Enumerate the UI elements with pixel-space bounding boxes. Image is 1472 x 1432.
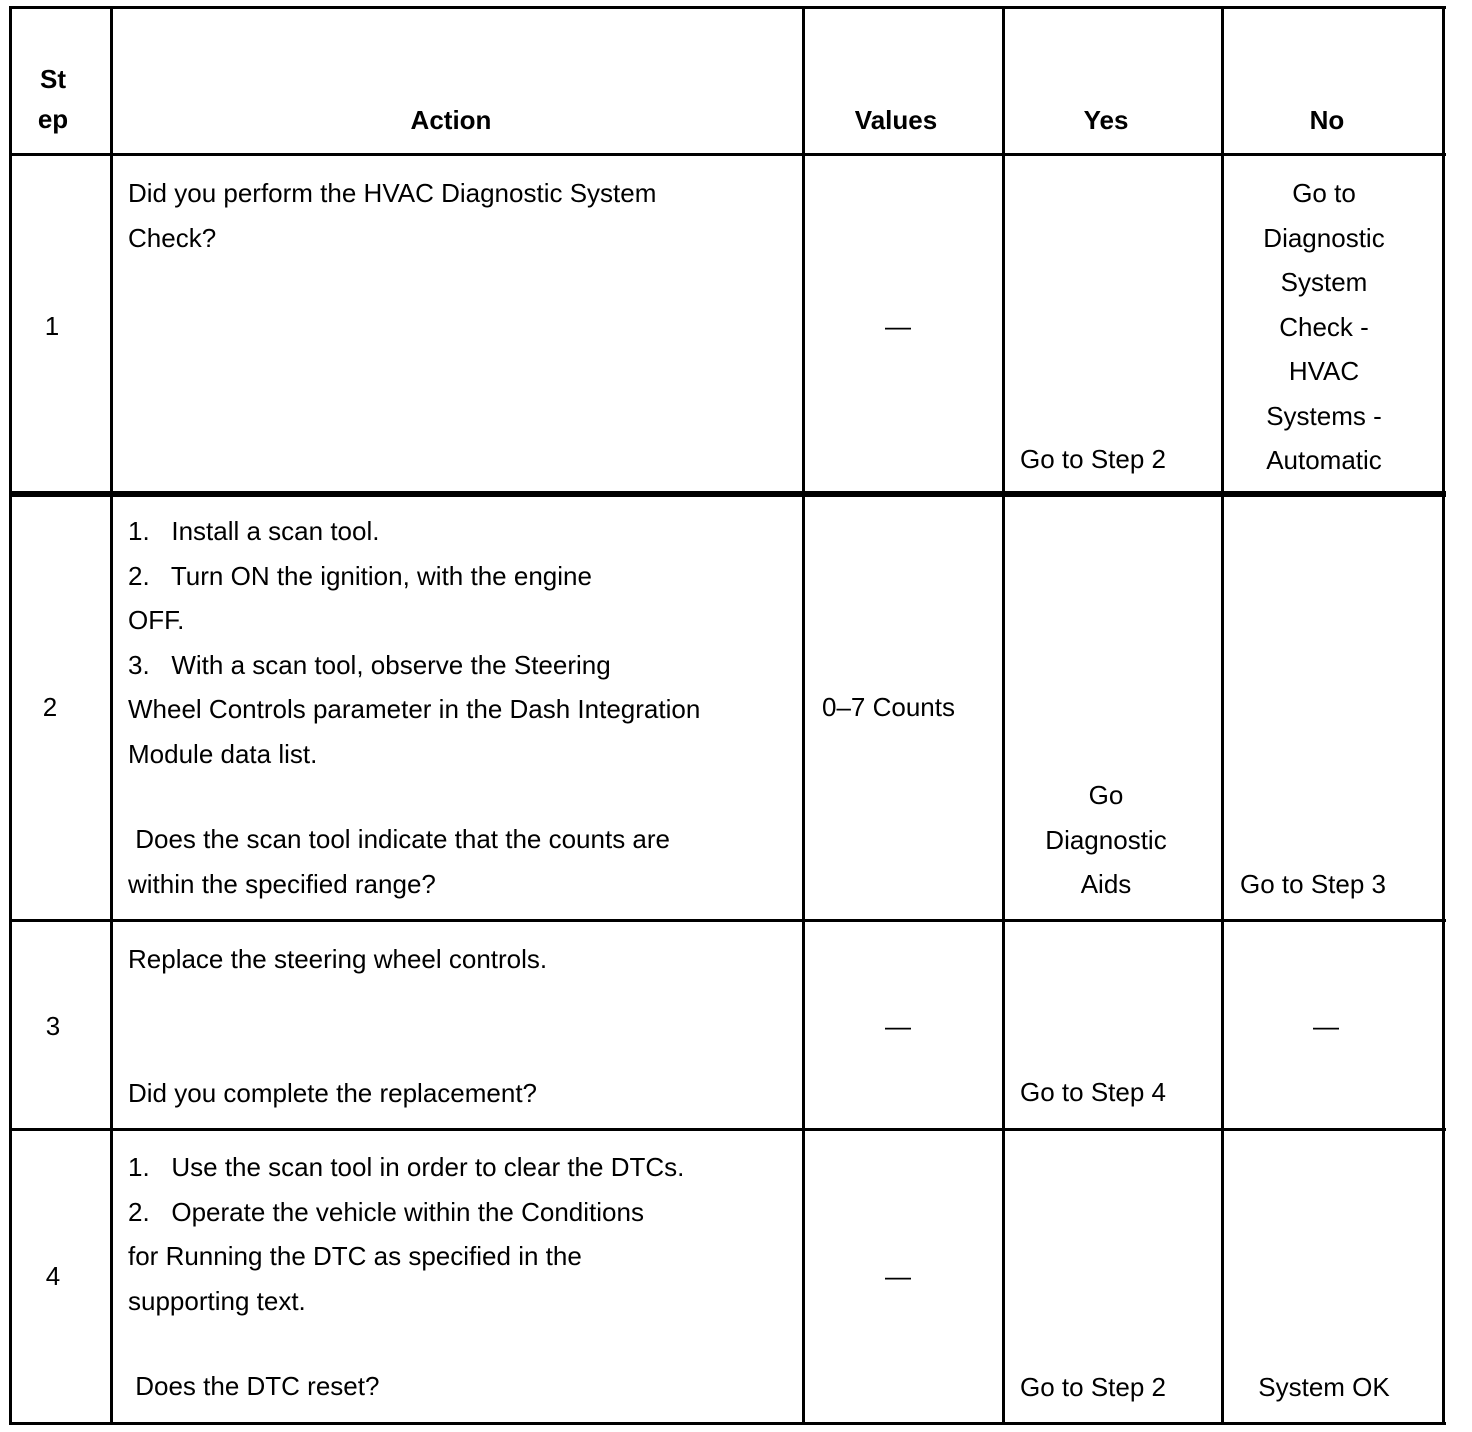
table-border-right <box>1442 6 1445 1425</box>
row2-action-line: within the specified range? <box>128 868 436 899</box>
header-yes <box>1005 98 1207 142</box>
row4-no <box>1224 1365 1424 1410</box>
row4-step <box>12 1254 94 1299</box>
row2-action <box>128 509 798 906</box>
row3-yes-text: Go to Step 4 <box>1020 1077 1166 1107</box>
row2-yes <box>1005 773 1207 907</box>
row1-step <box>12 304 92 349</box>
col-divider-1 <box>110 6 113 1425</box>
row2-values-text: 0–7 Counts <box>822 692 955 722</box>
header-no <box>1224 98 1430 142</box>
row2-action-line: 1. Install a scan tool. <box>128 516 380 546</box>
row2-action-line: Wheel Controls parameter in the Dash Integration <box>128 694 701 724</box>
row1-no <box>1224 171 1424 483</box>
row4-action <box>128 1145 798 1409</box>
row-divider-2 <box>9 919 1446 922</box>
row2-step <box>12 685 88 730</box>
row1-no-line: System <box>1280 267 1368 297</box>
row2-yes-line: Aids <box>1080 869 1132 899</box>
row3-no <box>1224 1004 1428 1049</box>
row3-action <box>128 937 798 1115</box>
row2-action-line: OFF. <box>128 605 185 635</box>
row-divider-3 <box>9 1128 1446 1131</box>
table-border-bottom <box>9 1422 1446 1425</box>
row1-yes-text: Go to Step 2 <box>1020 444 1166 474</box>
row4-action-line: for Running the DTC as specified in the <box>128 1241 582 1271</box>
row2-step-number: 2 <box>42 692 58 722</box>
row1-action-line: Check? <box>128 222 217 253</box>
header-step-line2: ep <box>37 104 69 134</box>
row4-step-number: 4 <box>45 1261 61 1291</box>
row3-no-text: — <box>1313 1011 1339 1041</box>
row4-action-line: 1. Use the scan tool in order to clear the DTCs. <box>128 1152 685 1182</box>
header-divider <box>9 153 1446 156</box>
row2-no-text: Go to Step 3 <box>1240 869 1386 899</box>
row1-action-line: Did you perform the HVAC Diagnostic System <box>128 178 657 208</box>
row2-action-line: 3. With a scan tool, observe the Steering <box>128 649 611 680</box>
row1-step-number: 1 <box>44 311 60 341</box>
row4-action-line: 2. Operate the vehicle within the Conditions <box>128 1196 644 1227</box>
row3-step <box>12 1004 94 1049</box>
table-border-top <box>9 6 1446 9</box>
col-divider-3 <box>1002 6 1005 1425</box>
row1-values-text: — <box>885 311 911 341</box>
row1-no-line: Automatic <box>1266 445 1382 475</box>
row4-action-spacer <box>128 1323 798 1364</box>
header-yes-label: Yes <box>1083 105 1129 135</box>
header-action <box>113 98 789 142</box>
row4-action-line: supporting text. <box>128 1285 306 1316</box>
header-values <box>805 98 987 142</box>
row2-yes-line: Go <box>1088 780 1124 810</box>
row3-action-line: Did you complete the replacement? <box>128 1077 538 1108</box>
header-step <box>12 59 94 139</box>
header-no-label: No <box>1309 105 1345 135</box>
row1-no-line: HVAC <box>1288 356 1360 386</box>
row3-step-number: 3 <box>45 1011 61 1041</box>
row1-yes <box>1020 437 1220 482</box>
row4-values-text: — <box>885 1261 911 1291</box>
header-values-label: Values <box>854 105 938 135</box>
row1-no-line: Check - <box>1279 311 1369 342</box>
row2-values <box>822 685 1000 730</box>
row2-action-line: Module data list. <box>128 738 318 769</box>
row1-no-line: Systems - <box>1266 400 1382 431</box>
row4-yes-text: Go to Step 2 <box>1020 1372 1166 1402</box>
row2-action-spacer <box>128 776 798 817</box>
row3-yes <box>1020 1070 1220 1115</box>
row4-action-line: Does the DTC reset? <box>128 1371 380 1401</box>
row1-action <box>128 171 798 260</box>
row1-no-line: Diagnostic <box>1263 222 1385 253</box>
row4-yes <box>1020 1365 1220 1410</box>
row4-no-text: System OK <box>1258 1372 1390 1402</box>
col-divider-2 <box>802 6 805 1425</box>
row2-action-line: Does the scan tool indicate that the counts are <box>128 824 671 854</box>
row3-action-line: Replace the steering wheel controls. <box>128 944 548 974</box>
row2-action-line: 2. Turn ON the ignition, with the engine <box>128 560 592 591</box>
header-step-line1: St <box>40 64 66 94</box>
row3-values-text: — <box>885 1011 911 1041</box>
row2-no <box>1240 862 1436 907</box>
row2-yes-line: Diagnostic <box>1045 824 1167 855</box>
row4-values <box>805 1254 991 1299</box>
row3-values <box>805 1004 991 1049</box>
row-divider-1 <box>9 491 1446 497</box>
row3-action-spacer <box>128 982 798 1071</box>
row1-no-line: Go to <box>1292 178 1356 208</box>
row1-values <box>805 304 991 349</box>
header-action-label: Action <box>410 105 492 135</box>
